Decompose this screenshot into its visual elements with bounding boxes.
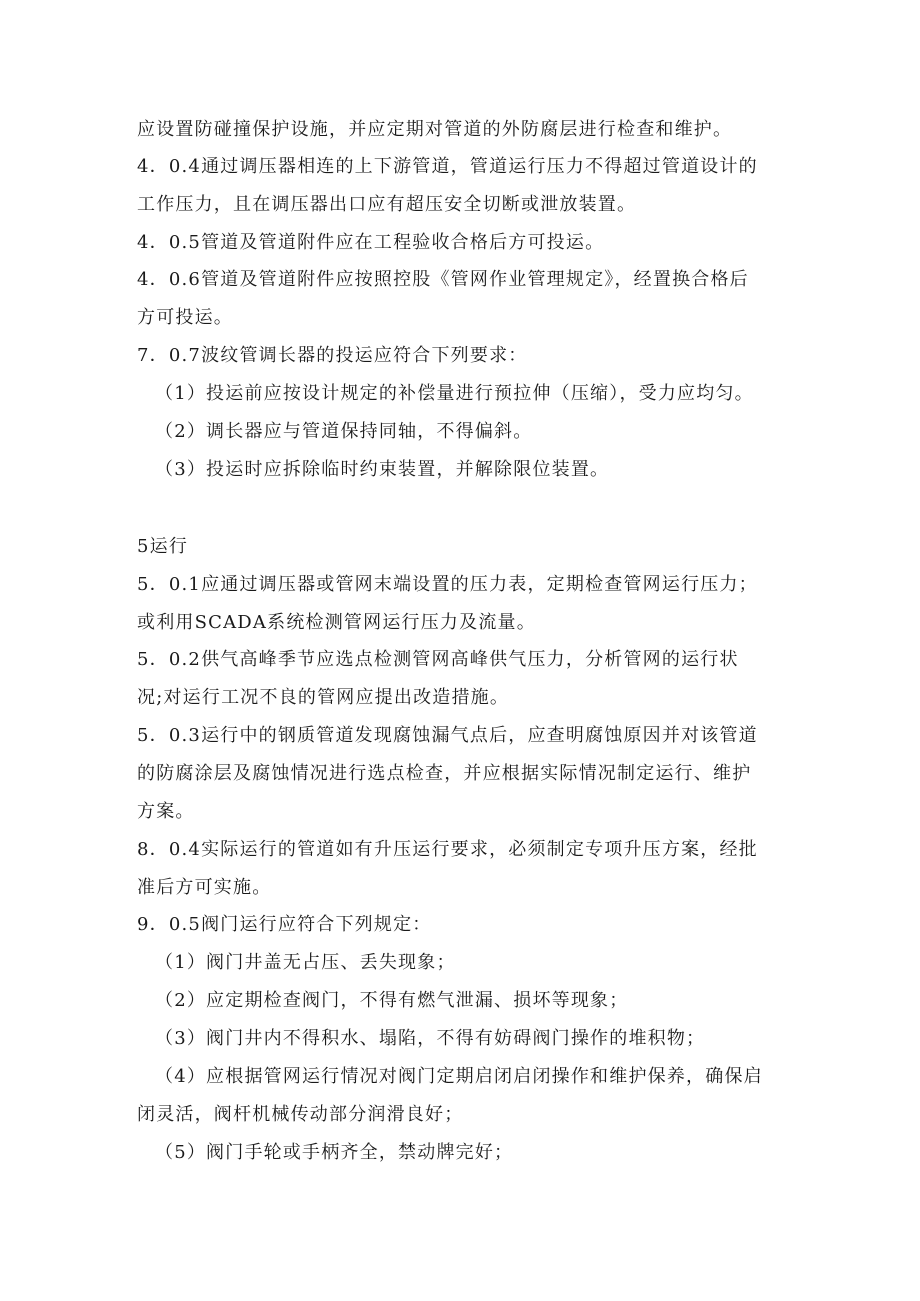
text-line: 4．0.5管道及管道附件应在工程验收合格后方可投运。	[137, 232, 605, 253]
text-line: 8．0.4实际运行的管道如有升压运行要求，必须制定专项升压方案，经批	[137, 839, 758, 860]
text-line: 的防腐涂层及腐蚀情况进行选点检查，并应根据实际情况制定运行、维护	[137, 763, 752, 784]
list-item: （3）投运时应拆除临时约束装置，并解除限位装置。	[155, 459, 610, 480]
text-line: 4．0.6管道及管道附件应按照控股《管网作业管理规定》，经置换合格后	[137, 269, 749, 290]
text-line: 5．0.3运行中的钢质管道发现腐蚀漏气点后，应查明腐蚀原因并对该管道	[137, 725, 758, 746]
list-item: （4）应根据管网运行情况对阀门定期启闭启闭操作和维护保养，确保启	[155, 1066, 763, 1087]
text-line: 况;对运行工况不良的管网应提出改造措施。	[137, 687, 510, 708]
text-line: 4．0.4通过调压器相连的上下游管道，管道运行压力不得超过管道设计的	[137, 156, 758, 177]
list-item: （5）阀门手轮或手柄齐全，禁动牌完好；	[155, 1142, 514, 1163]
list-item: （3）阀门井内不得积水、塌陷，不得有妨碍阀门操作的堆积物；	[155, 1028, 706, 1049]
section-heading: 5运行	[137, 536, 189, 557]
text-line: 方可投运。	[137, 307, 233, 328]
text-line: 应设置防碰撞保护设施，并应定期对管道的外防腐层进行检查和维护。	[137, 119, 733, 140]
text-line: 闭灵活，阀杆机械传动部分润滑良好；	[137, 1104, 464, 1125]
text-line: 方案。	[137, 801, 195, 822]
text-line: 工作压力，且在调压器出口应有超压安全切断或泄放装置。	[137, 194, 637, 215]
text-line: 5．0.2供气高峰季节应选点检测管网高峰供气压力，分析管网的运行状	[137, 649, 739, 670]
list-item: （1）投运前应按设计规定的补偿量进行预拉伸（压缩），受力应均匀。	[155, 383, 754, 404]
list-item: （2）应定期检查阀门，不得有燃气泄漏、损坏等现象；	[155, 990, 629, 1011]
list-item: （2）调长器应与管道保持同轴，不得偏斜。	[155, 421, 533, 442]
text-line: 7．0.7波纹管调长器的投运应符合下列要求：	[137, 345, 528, 366]
text-line: 5．0.1应通过调压器或管网末端设置的压力表，定期检查管网运行压力；	[137, 574, 758, 595]
text-line: 准后方可实施。	[137, 877, 272, 898]
text-line: 9．0.5阀门运行应符合下列规定：	[137, 914, 432, 935]
text-line: 或利用SCADA系统检测管网运行压力及流量。	[137, 612, 536, 633]
list-item: （1）阀门井盖无占压、丢失现象；	[155, 952, 456, 973]
